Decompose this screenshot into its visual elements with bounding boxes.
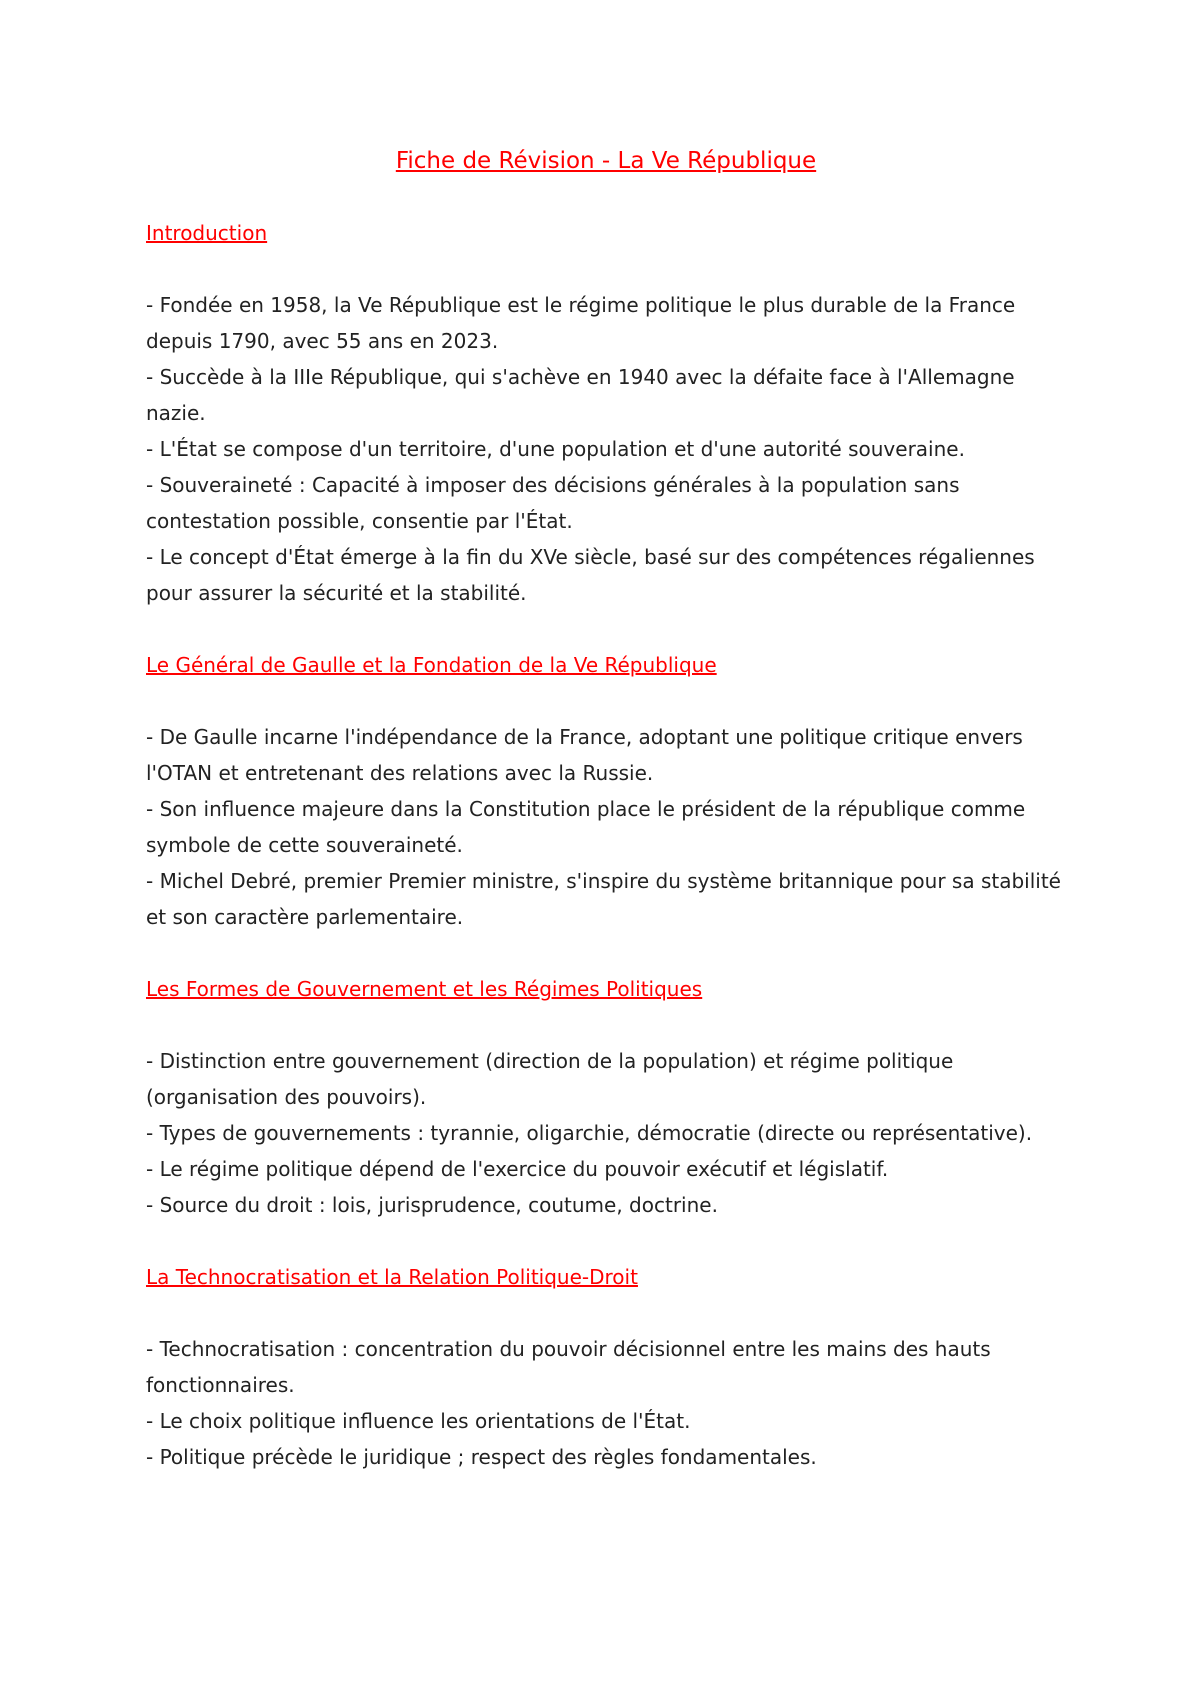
bullet-item: - Le choix politique influence les orientations de l'État.: [146, 1409, 691, 1433]
bullet-item: - Souveraineté : Capacité à imposer des décisions générales à la population sans contestation possible, consentie par l'État.: [146, 473, 960, 533]
section-heading: Introduction: [146, 221, 268, 245]
section-introduction: [146, 215, 1066, 611]
bullet-item: - Succède à la IIIe République, qui s'achève en 1940 avec la défaite face à l'Allemagne nazie.: [146, 365, 1015, 425]
bullet-item: - Distinction entre gouvernement (direction de la population) et régime politique (organisation des pouvoirs).: [146, 1049, 954, 1109]
bullet-list: [146, 287, 1066, 611]
bullet-item: - Le régime politique dépend de l'exercice du pouvoir exécutif et législatif.: [146, 1157, 889, 1181]
section-heading: Le Général de Gaulle et la Fondation de la Ve République: [146, 653, 717, 677]
bullet-item: - Le concept d'État émerge à la fin du XVe siècle, basé sur des compétences régaliennes pour assurer la sécurité et la stabilité.: [146, 545, 1035, 605]
bullet-item: - Son influence majeure dans la Constitution place le président de la république comme symbole de cette souveraineté.: [146, 797, 1026, 857]
section-formes-gouvernement: [146, 971, 1066, 1223]
section-heading: La Technocratisation et la Relation Politique-Droit: [146, 1265, 638, 1289]
bullet-item: - Fondée en 1958, la Ve République est le régime politique le plus durable de la France depuis 1790, avec 55 ans en 2023.: [146, 293, 1016, 353]
bullet-list: [146, 1043, 1066, 1223]
bullet-item: - Technocratisation : concentration du pouvoir décisionnel entre les mains des hauts fonctionnaires.: [146, 1337, 991, 1397]
bullet-item: - Michel Debré, premier Premier ministre, s'inspire du système britannique pour sa stabilité et son caractère parlementaire.: [146, 869, 1061, 929]
bullet-item: - L'État se compose d'un territoire, d'une population et d'une autorité souveraine.: [146, 437, 965, 461]
bullet-item: - Politique précède le juridique ; respect des règles fondamentales.: [146, 1445, 817, 1469]
section-technocratisation: [146, 1259, 1066, 1475]
section-de-gaulle: [146, 647, 1066, 935]
bullet-list: [146, 1331, 1066, 1475]
section-heading: Les Formes de Gouvernement et les Régimes Politiques: [146, 977, 703, 1001]
bullet-list: [146, 719, 1066, 935]
document-page: [146, 143, 1066, 1475]
bullet-item: - Source du droit : lois, jurisprudence, coutume, doctrine.: [146, 1193, 718, 1217]
document-title: Fiche de Révision - La Ve République: [395, 148, 817, 174]
bullet-item: - De Gaulle incarne l'indépendance de la France, adoptant une politique critique envers l'OTAN et entretenant des relations avec la Russie.: [146, 725, 1023, 785]
bullet-item: - Types de gouvernements : tyrannie, oligarchie, démocratie (directe ou représentative).: [146, 1121, 1033, 1145]
